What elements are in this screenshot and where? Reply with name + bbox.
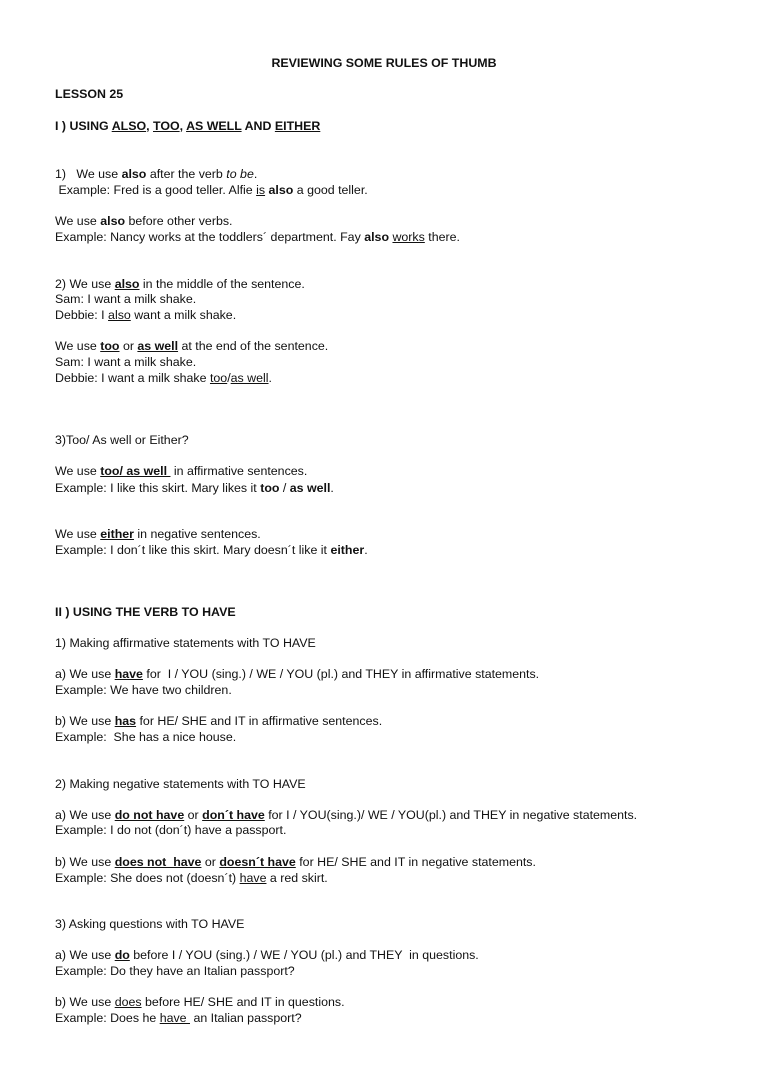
rule-3: 3)Too/ As well or Either? bbox=[55, 433, 189, 447]
document-title: REVIEWING SOME RULES OF THUMB bbox=[271, 56, 497, 70]
rule-1: 1) We use also after the verb to be. bbox=[55, 167, 258, 181]
part-3a-example: Example: Do they have an Italian passport? bbox=[55, 964, 295, 978]
rule-3b: We use either in negative sentences. bbox=[55, 527, 261, 541]
rule-2-line-1: Sam: I want a milk shake. bbox=[55, 292, 197, 306]
part-1a: a) We use have for I / YOU (sing.) / WE / YOU (pl.) and THEY in affirmative statements. bbox=[55, 667, 540, 681]
part-1b: b) We use has for HE/ SHE and IT in affirmative sentences. bbox=[55, 714, 383, 728]
lesson-label: LESSON 25 bbox=[55, 87, 124, 101]
part-3a: a) We use do before I / YOU (sing.) / WE / YOU (pl.) and THEY in questions. bbox=[55, 948, 479, 962]
part-2b-example: Example: She does not (doesn´t) have a red skirt. bbox=[55, 871, 328, 885]
part-2b: b) We use does not have or doesn´t have for HE/ SHE and IT in negative statements. bbox=[55, 855, 536, 869]
part-2-heading: 2) Making negative statements with TO HAVE bbox=[55, 777, 306, 791]
rule-1-example: Example: Fred is a good teller. Alfie is also a good teller. bbox=[55, 183, 368, 197]
part-1b-example: Example: She has a nice house. bbox=[55, 730, 237, 744]
part-1-heading: 1) Making affirmative statements with TO HAVE bbox=[55, 636, 316, 650]
part-3b-example: Example: Does he have an Italian passport? bbox=[55, 1011, 302, 1025]
rule-2b-line-1: Sam: I want a milk shake. bbox=[55, 355, 197, 369]
part-3-heading: 3) Asking questions with TO HAVE bbox=[55, 917, 245, 931]
rule-1b: We use also before other verbs. bbox=[55, 214, 233, 228]
part-2a-example: Example: I do not (don´t) have a passport. bbox=[55, 823, 287, 837]
rule-2b: We use too or as well at the end of the sentence. bbox=[55, 339, 329, 353]
part-3b: b) We use does before HE/ SHE and IT in questions. bbox=[55, 995, 345, 1009]
section-1-heading: I ) USING ALSO, TOO, AS WELL AND EITHER bbox=[55, 119, 321, 133]
rule-3a: We use too/ as well in affirmative sentences. bbox=[55, 464, 308, 478]
rule-3a-example: Example: I like this skirt. Mary likes it too / as well. bbox=[55, 481, 334, 495]
rule-2b-line-2: Debbie: I want a milk shake too/as well. bbox=[55, 371, 272, 385]
rule-3b-example: Example: I don´t like this skirt. Mary doesn´t like it either. bbox=[55, 543, 368, 557]
rule-2-line-2: Debbie: I also want a milk shake. bbox=[55, 308, 237, 322]
part-1a-example: Example: We have two children. bbox=[55, 683, 232, 697]
rule-1b-example: Example: Nancy works at the toddlers´ department. Fay also works there. bbox=[55, 230, 460, 244]
rule-2: 2) We use also in the middle of the sentence. bbox=[55, 277, 305, 291]
part-2a: a) We use do not have or don´t have for I / YOU(sing.)/ WE / YOU(pl.) and THEY in negative statements. bbox=[55, 808, 638, 822]
section-2-heading: II ) USING THE VERB TO HAVE bbox=[55, 605, 236, 619]
